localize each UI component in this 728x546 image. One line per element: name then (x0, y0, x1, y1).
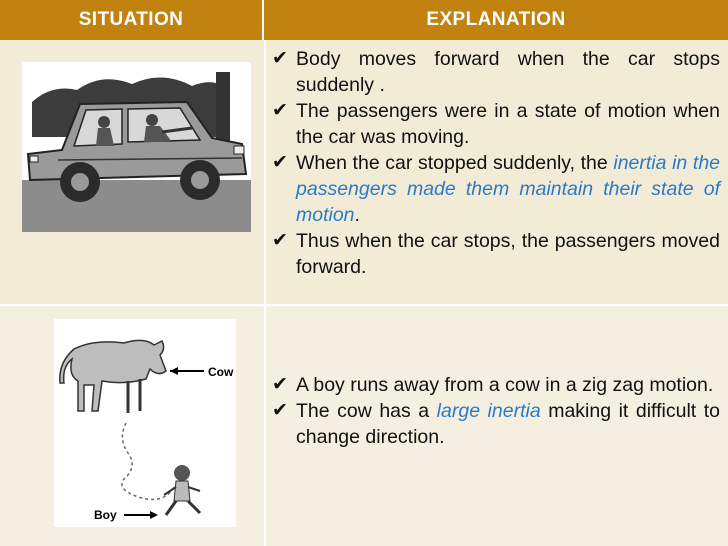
cow-boy-drawing-icon (54, 319, 236, 527)
cow-boy-illustration (54, 319, 236, 527)
table-header (0, 0, 728, 40)
boy-label: Boy (94, 508, 117, 522)
list-item: ✔ When the car stopped suddenly, the inertia in the passengers made them maintain their state of motion. (272, 152, 721, 226)
list-item: ✔ The cow has a large inertia making it difficult to change direction. (272, 400, 720, 448)
car-explanation-list (272, 46, 720, 280)
checkmark-icon: ✔ (272, 230, 288, 251)
checkmark-icon: ✔ (272, 400, 288, 421)
checkmark-icon: ✔ (272, 152, 288, 173)
list-item: ✔ The passengers were in a state of motion when the car was moving. (272, 100, 720, 148)
list-item: ✔ Body moves forward when the car stops suddenly . (272, 48, 720, 96)
column-divider (264, 40, 266, 546)
header-cell-situation (0, 0, 264, 40)
cow-label: Cow (208, 365, 234, 379)
cow-explanation-list (272, 372, 720, 450)
emphasis-text: inertia in the passengers made them maintain their state of motion (296, 152, 721, 226)
list-item: ✔ A boy runs away from a cow in a zig zag motion. (272, 374, 714, 396)
list-item: ✔ Thus when the car stops, the passengers moved forward. (272, 230, 720, 278)
emphasis-text: large inertia (436, 400, 541, 422)
checkmark-icon: ✔ (272, 374, 288, 395)
checkmark-icon: ✔ (272, 48, 288, 69)
checkmark-icon: ✔ (272, 100, 288, 121)
car-passengers-illustration (22, 62, 251, 232)
header-situation-label: SITUATION (78, 9, 184, 30)
header-cell-explanation (264, 0, 728, 40)
car-illustration-icon (22, 62, 251, 232)
header-explanation-label: EXPLANATION (426, 9, 566, 30)
